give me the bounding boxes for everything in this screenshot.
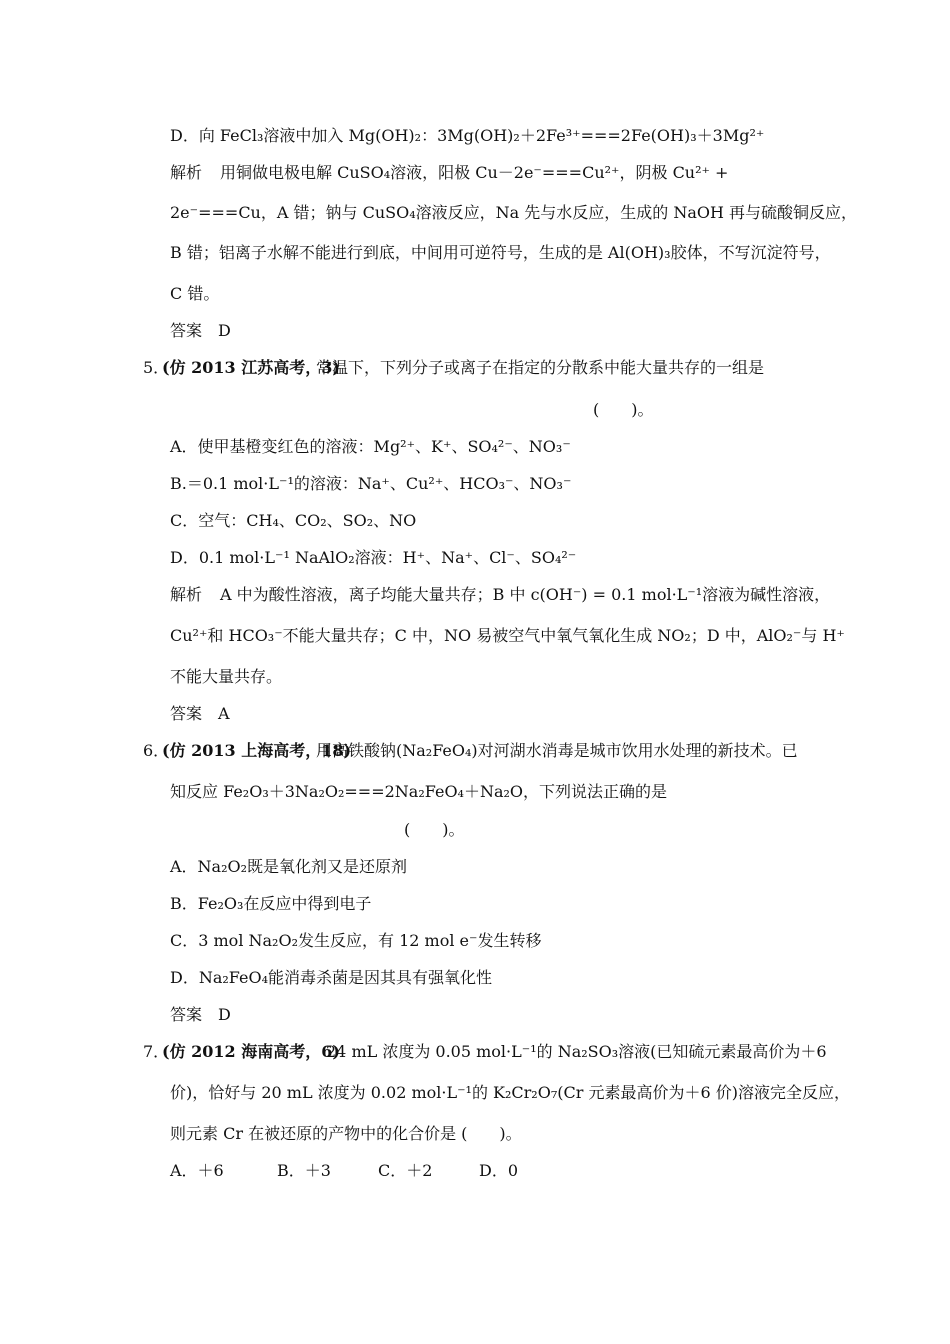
q7-stem-line-1: 24 mL 浓度为 0.05 mol·L⁻¹的 Na₂SO₃溶液(已知硫元素最高价为＋6 [326,1042,827,1061]
q5-analysis-line-3: 不能大量共存。 [170,667,283,686]
q7-number: 7． [143,1042,170,1061]
q7-stem-line-2: 价)，恰好与 20 mL 浓度为 0.02 mol·L⁻¹的 K₂Cr₂O₇(Cr 元素最高价为＋6 价)溶液完全反应， [170,1083,850,1102]
q7-option-a: A．＋6 [170,1161,224,1180]
q5-option-d: D．0.1 mol·L⁻¹ NaAlO₂溶液：H⁺、Na⁺、Cl⁻、SO₄²⁻ [170,548,577,567]
q7-option-b: B．＋3 [277,1161,331,1180]
q5-analysis-label: 解析 [170,585,203,604]
q6-answer-label: 答案 [170,1005,203,1024]
q5-stem: 常温下，下列分子或离子在指定的分散系中能大量共存的一组是 [316,358,765,377]
q5-analysis-line-1: A 中为酸性溶液，离子均能大量共存；B 中 c(OH⁻) = 0.1 mol·L⁻¹溶液为碱性溶液， [220,585,831,604]
q4-option-d: D．向 FeCl₃溶液中加入 Mg(OH)₂：3Mg(OH)₂＋2Fe³⁺===2Fe(OH)₃＋3Mg²⁺ [170,126,765,145]
q5-blank: ( )。 [593,400,654,419]
q4-analysis-label: 解析 [170,163,203,182]
q5-number: 5． [143,358,170,377]
q5-option-c: C．空气：CH₄、CO₂、SO₂、NO [170,511,417,530]
q4-analysis-line-4: C 错。 [170,284,220,303]
q6-stem-line-1: 用高铁酸钠(Na₂FeO₄)对河湖水消毒是城市饮用水处理的新技术。已 [316,741,798,760]
q5-option-a: A．使甲基橙变红色的溶液：Mg²⁺、K⁺、SO₄²⁻、NO₃⁻ [170,437,571,456]
q5-answer-label: 答案 [170,704,203,723]
q4-analysis-line-3: B 错；铝离子水解不能进行到底，中间用可逆符号，生成的是 Al(OH)₃胶体，不写沉淀符号， [170,243,831,262]
q7-option-c: C．＋2 [378,1161,433,1180]
q6-blank: ( )。 [404,820,465,839]
q7-option-d: D．0 [479,1161,519,1180]
q5-option-b: B.＝0.1 mol·L⁻¹的溶液：Na⁺、Cu²⁺、HCO₃⁻、NO₃⁻ [170,474,572,493]
q4-answer-label: 答案 [170,321,203,340]
q4-answer: D [218,321,231,340]
q6-option-a: A．Na₂O₂既是氧化剂又是还原剂 [170,857,408,876]
q5-analysis-line-2: Cu²⁺和 HCO₃⁻不能大量共存；C 中，NO 易被空气中氧气氧化生成 NO₂；D 中，AlO₂⁻与 H⁺ [170,626,845,645]
q6-answer: D [218,1005,231,1024]
q6-source: (仿 2013 上海高考，18) [162,741,352,760]
q5-answer: A [218,704,230,723]
q6-stem-line-2: 知反应 Fe₂O₃＋3Na₂O₂===2Na₂FeO₄＋Na₂O，下列说法正确的是 [170,782,668,801]
q7-stem-line-3: 则元素 Cr 在被还原的产物中的化合价是 ( )。 [170,1124,522,1143]
q4-analysis-line-1: 用铜做电极电解 CuSO₄溶液，阳极 Cu－2e⁻===Cu²⁺，阴极 Cu²⁺ + [220,163,729,182]
q4-analysis-line-2: 2e⁻===Cu，A 错；钠与 CuSO₄溶液反应，Na 先与水反应，生成的 NaOH 再与硫酸铜反应， [170,203,858,222]
q7-source: (仿 2012 海南高考，6) [162,1042,340,1061]
q5-source: (仿 2013 江苏高考，3) [162,358,340,377]
q6-option-b: B．Fe₂O₃在反应中得到电子 [170,894,372,913]
q6-option-d: D．Na₂FeO₄能消毒杀菌是因其具有强氧化性 [170,968,493,987]
q6-number: 6． [143,741,170,760]
q6-option-c: C．3 mol Na₂O₂发生反应，有 12 mol e⁻发生转移 [170,931,542,950]
